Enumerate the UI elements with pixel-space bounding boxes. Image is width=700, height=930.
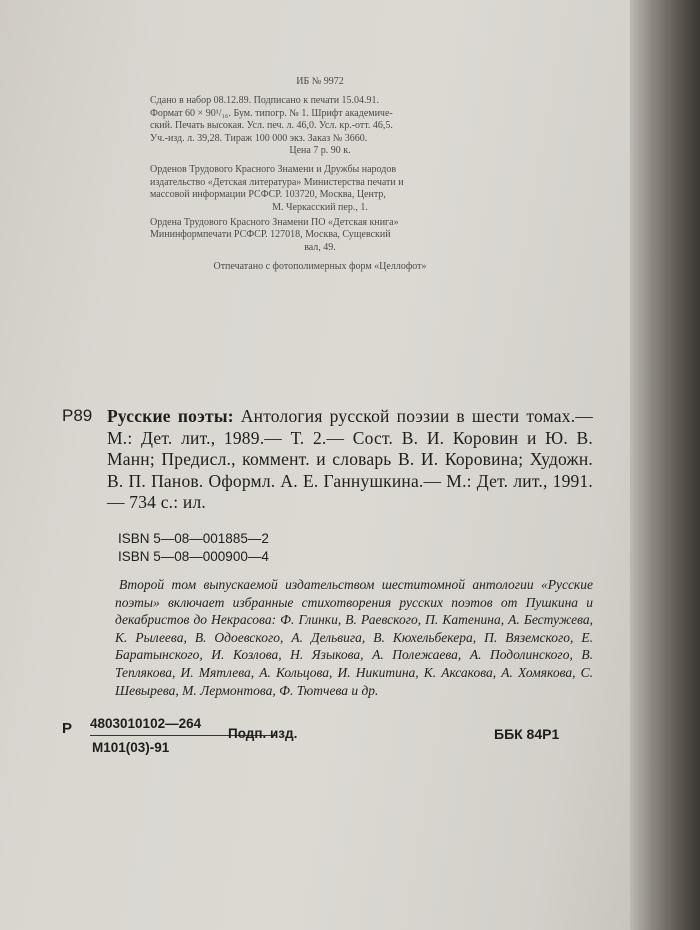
colophon-line: Сдано в набор 08.12.89. Подписано к печати 15.04.91.	[150, 95, 380, 107]
subscription-note: Подп. изд.	[228, 726, 298, 741]
printer-line: Ордена Трудового Красного Знамени ПО «Детская книга»	[150, 217, 399, 229]
entry-title: Русские поэты:	[107, 406, 234, 426]
colophon-line: Уч.-изд. л. 39,28. Тираж 100 000 экз. Заказ № 3660.	[150, 132, 368, 144]
annotation	[115, 576, 593, 699]
book-edge	[630, 0, 700, 930]
colophon-line: Формат 60 × 90¹/₁₆. Бум. типогр. № 1. Шрифт академиче-	[150, 107, 393, 119]
entry-text: Антология русской поэзии в шести томах.— М.: Дет. лит., 1989.— Т. 2.— Сост. В. И. Коровин и Ю. В. Манн; Предисл., коммент. и словарь В. И. Коровина; Художн. В. П. Панов. Оформл. А. Е. Ганнушкина.— М.: Дет. лит., 1991.— 734 с.: ил.	[107, 406, 593, 513]
price: Цена 7 р. 90 к.	[289, 145, 351, 157]
publisher-line: Орденов Трудового Красного Знамени и Дружбы народов	[150, 164, 397, 176]
ib-number: ИБ № 9972	[296, 76, 344, 87]
footer-letter: Р	[62, 720, 73, 737]
bibliographic-entry	[107, 406, 593, 514]
index-code: 4803010102—264	[90, 716, 202, 731]
shelf-code: Р89	[62, 406, 93, 425]
colophon-line: ский. Печать высокая. Усл. печ. л. 46,0. Усл. кр.-отт. 46,5.	[150, 120, 393, 132]
printer-line: Мининформпечати РСФСР. 127018, Москва, Сущевский	[150, 229, 391, 241]
publisher-line: массовой информации РСФСР. 103720, Москва, Центр,	[150, 189, 386, 201]
bbk-code: ББК 84Р1	[494, 726, 560, 742]
index-code-bottom: М101(03)-91	[92, 740, 170, 755]
publisher-line: издательство «Детская литература» Министерства печати и	[150, 176, 404, 188]
isbn-2: ISBN 5—08—000900—4	[118, 549, 269, 564]
isbn-1: ISBN 5—08—001885—2	[118, 531, 269, 546]
printed-from: Отпечатано с фотополимерных форм «Целлофот»	[213, 261, 427, 273]
colophon	[150, 76, 490, 274]
annotation-text: Второй том выпускаемой издательством шеститомной антологии «Русские поэты» включает избранные стихотворения русских поэтов от Пушкина и декабристов до Некрасова: Ф. Глинки, В. Раевского, П. Катенина, А. Бестужева, К. Рылеева, В. Одоевского, А. Дельвига, В. Кюхельбекера, П. Вяземского, Е. Баратынского, И. Козлова, Н. Языкова, А. Полежаева, А. Подолинского, В. Теплякова, И. Мятлева, А. Кольцова, И. Никитина, К. Аксакова, А. Хомякова, С. Шевырева, М. Лермонтова, Ф. Тютчева и др.	[115, 577, 593, 698]
printer-line: вал, 49.	[304, 241, 336, 253]
publisher-line: М. Черкасский пер., 1.	[272, 201, 368, 213]
